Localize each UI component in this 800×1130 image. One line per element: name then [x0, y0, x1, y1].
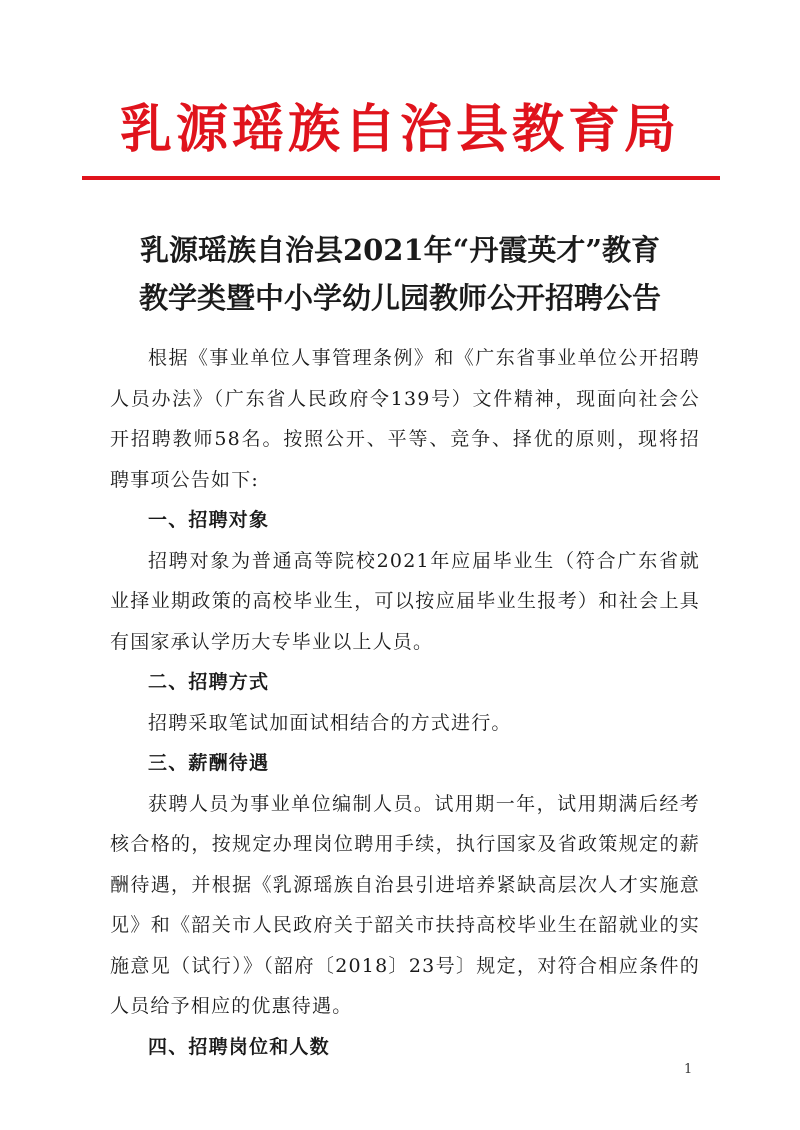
- masthead-title: 乳源瑶族自治县教育局: [119, 99, 680, 160]
- intro-paragraph: 根据《事业单位人事管理条例》和《广东省事业单位公开招聘人员办法》（广东省人民政府令139号）文件精神，现面向社会公开招聘教师58名。按照公开、平等、竞争、择优的原则，现将招聘事项公告如下:: [110, 347, 700, 491]
- section-heading-positions: 四、招聘岗位和人数: [148, 1035, 330, 1058]
- section-body-recruitment-target: 招聘对象为普通高等院校2021年应届毕业生（符合广东省就业择业期政策的高校毕业生，可以按应届毕业生报考）和社会上具有国家承认学历大专毕业以上人员。: [110, 549, 700, 653]
- page-number: 1: [684, 1062, 693, 1077]
- section-heading-recruitment-target: 一、招聘对象: [148, 509, 270, 531]
- document-title-line-2: 教学类暨中小学幼儿园教师公开招聘公告: [138, 281, 661, 315]
- section-heading-compensation: 三、薪酬待遇: [148, 752, 270, 774]
- document-body: [110, 338, 700, 1067]
- masthead-red-rule: [82, 176, 720, 180]
- document-title: [80, 226, 720, 322]
- document-title-line-1: 乳源瑶族自治县2021年“丹霞英才”教育: [139, 233, 661, 267]
- section-body-compensation: 获聘人员为事业单位编制人员。试用期一年，试用期满后经考核合格的，按规定办理岗位聘用手续，执行国家及省政策规定的薪酬待遇，并根据《乳源瑶族自治县引进培养紧缺高层次人才实施意见》和《韶关市人民政府关于韶关市扶持高校毕业生在韶就业的实施意见（试行）》（韶府〔2018〕23号〕规定，对符合相应条件的人员给予相应的优惠待遇。: [110, 792, 700, 1017]
- section-body-recruitment-method: 招聘采取笔试加面试相结合的方式进行。: [148, 711, 512, 734]
- section-heading-recruitment-method: 二、招聘方式: [148, 671, 270, 693]
